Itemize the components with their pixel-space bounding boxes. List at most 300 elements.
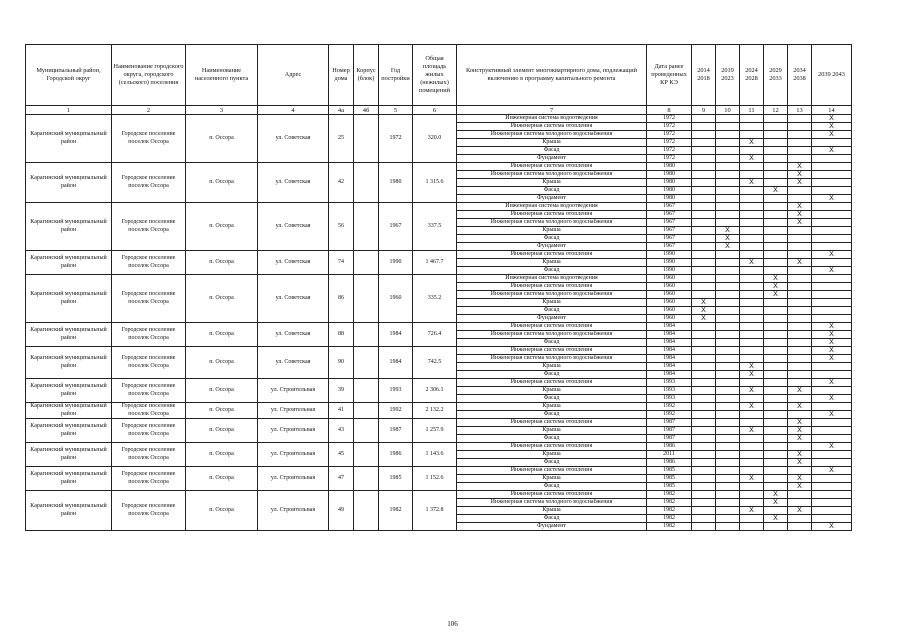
- element-cell: Инженерная система холодного водоснабжения: [457, 355, 647, 363]
- locality-cell: п. Оссора: [186, 467, 258, 491]
- element-cell: Крыша: [457, 451, 647, 459]
- period-mark-cell: [692, 147, 716, 155]
- prior-repair-date-cell: 1992: [647, 403, 692, 411]
- block-cell: [354, 163, 379, 203]
- period-mark-cell: [764, 123, 788, 131]
- period-mark-cell: X: [812, 355, 852, 363]
- period-mark-cell: [716, 451, 740, 459]
- period-mark-cell: [716, 523, 740, 531]
- period-mark-cell: X: [740, 371, 764, 379]
- period-mark-cell: [716, 203, 740, 211]
- block-cell: [354, 275, 379, 323]
- year-cell: 1986: [379, 443, 413, 467]
- period-mark-cell: [692, 443, 716, 451]
- col-header-period-2: 2019 2023: [716, 45, 740, 106]
- element-cell: Крыша: [457, 427, 647, 435]
- period-mark-cell: [716, 347, 740, 355]
- house-number-cell: 49: [329, 491, 354, 531]
- period-mark-cell: X: [764, 499, 788, 507]
- period-mark-cell: [788, 131, 812, 139]
- element-cell: Фасад: [457, 459, 647, 467]
- prior-repair-date-cell: 1967: [647, 243, 692, 251]
- period-mark-cell: X: [788, 459, 812, 467]
- period-mark-cell: [692, 155, 716, 163]
- house-number-cell: 39: [329, 379, 354, 403]
- period-mark-cell: [716, 435, 740, 443]
- period-mark-cell: [692, 467, 716, 475]
- period-mark-cell: X: [788, 259, 812, 267]
- year-cell: 1967: [379, 203, 413, 251]
- period-mark-cell: [740, 435, 764, 443]
- page-number: 106: [447, 620, 458, 628]
- address-cell: ул. Советская: [258, 275, 329, 323]
- col-number: 9: [692, 106, 716, 115]
- period-mark-cell: [812, 139, 852, 147]
- period-mark-cell: X: [788, 435, 812, 443]
- period-mark-cell: [692, 171, 716, 179]
- block-cell: [354, 251, 379, 275]
- period-mark-cell: [740, 211, 764, 219]
- prior-repair-date-cell: 1987: [647, 419, 692, 427]
- period-mark-cell: [740, 123, 764, 131]
- period-mark-cell: X: [812, 323, 852, 331]
- area-cell: 1 152.6: [413, 467, 457, 491]
- period-mark-cell: [812, 299, 852, 307]
- period-mark-cell: [764, 299, 788, 307]
- area-cell: 1 467.7: [413, 251, 457, 275]
- element-cell: Инженерная система отопления: [457, 323, 647, 331]
- element-cell: Фундамент: [457, 243, 647, 251]
- period-mark-cell: [764, 315, 788, 323]
- period-mark-cell: [716, 371, 740, 379]
- period-mark-cell: [740, 219, 764, 227]
- element-cell: Инженерная система отопления: [457, 251, 647, 259]
- period-mark-cell: [740, 115, 764, 123]
- block-cell: [354, 347, 379, 379]
- period-mark-cell: [692, 347, 716, 355]
- period-mark-cell: [788, 363, 812, 371]
- col-header-house-number: Номер дома: [329, 45, 354, 106]
- year-cell: 1984: [379, 323, 413, 347]
- district-cell: Карагинский муниципальный район: [26, 403, 112, 419]
- period-mark-cell: X: [812, 331, 852, 339]
- prior-repair-date-cell: 1993: [647, 387, 692, 395]
- period-mark-cell: [788, 467, 812, 475]
- year-cell: 1992: [379, 403, 413, 419]
- period-mark-cell: [812, 243, 852, 251]
- period-mark-cell: [764, 211, 788, 219]
- col-number: 13: [788, 106, 812, 115]
- period-mark-cell: X: [812, 379, 852, 387]
- element-cell: Инженерная система отопления: [457, 443, 647, 451]
- prior-repair-date-cell: 1993: [647, 395, 692, 403]
- period-mark-cell: [692, 515, 716, 523]
- year-cell: 1984: [379, 347, 413, 379]
- period-mark-cell: [740, 515, 764, 523]
- period-mark-cell: [740, 267, 764, 275]
- prior-repair-date-cell: 1985: [647, 483, 692, 491]
- prior-repair-date-cell: 1993: [647, 379, 692, 387]
- prior-repair-date-cell: 1986: [647, 443, 692, 451]
- prior-repair-date-cell: 1972: [647, 139, 692, 147]
- house-number-cell: 47: [329, 467, 354, 491]
- col-header-period-5: 2034 2038: [788, 45, 812, 106]
- period-mark-cell: [764, 411, 788, 419]
- address-cell: ул. Советская: [258, 163, 329, 203]
- period-mark-cell: [740, 251, 764, 259]
- period-mark-cell: [716, 219, 740, 227]
- period-mark-cell: X: [692, 307, 716, 315]
- settlement-cell: Городское поселение поселок Оссора: [112, 347, 186, 379]
- district-cell: Карагинский муниципальный район: [26, 443, 112, 467]
- col-header-period-3: 2024 2028: [740, 45, 764, 106]
- element-cell: Инженерная система отопления: [457, 347, 647, 355]
- period-mark-cell: [692, 411, 716, 419]
- period-mark-cell: [812, 291, 852, 299]
- element-cell: Крыша: [457, 387, 647, 395]
- element-cell: Фасад: [457, 307, 647, 315]
- period-mark-cell: [692, 403, 716, 411]
- period-mark-cell: X: [764, 283, 788, 291]
- locality-cell: п. Оссора: [186, 347, 258, 379]
- period-mark-cell: [692, 187, 716, 195]
- period-mark-cell: [692, 267, 716, 275]
- year-cell: 1987: [379, 419, 413, 443]
- prior-repair-date-cell: 1960: [647, 291, 692, 299]
- prior-repair-date-cell: 1982: [647, 515, 692, 523]
- prior-repair-date-cell: 2011: [647, 451, 692, 459]
- element-cell: Инженерная система холодного водоснабжения: [457, 219, 647, 227]
- address-cell: ул. Строительная: [258, 443, 329, 467]
- period-mark-cell: [740, 347, 764, 355]
- period-mark-cell: [764, 179, 788, 187]
- period-mark-cell: [692, 339, 716, 347]
- period-mark-cell: [716, 275, 740, 283]
- period-mark-cell: [812, 219, 852, 227]
- period-mark-cell: [764, 355, 788, 363]
- period-mark-cell: [788, 267, 812, 275]
- period-mark-cell: X: [812, 395, 852, 403]
- period-mark-cell: [740, 491, 764, 499]
- prior-repair-date-cell: 1984: [647, 371, 692, 379]
- period-mark-cell: [740, 147, 764, 155]
- table-row: [26, 419, 852, 427]
- period-mark-cell: [788, 331, 812, 339]
- settlement-cell: Городское поселение поселок Оссора: [112, 115, 186, 163]
- district-cell: Карагинский муниципальный район: [26, 275, 112, 323]
- area-cell: 2 132.2: [413, 403, 457, 419]
- period-mark-cell: X: [812, 347, 852, 355]
- col-header-settlement: Наименование городского округа, городского (сельского) поселения: [112, 45, 186, 106]
- period-mark-cell: [812, 507, 852, 515]
- locality-cell: п. Оссора: [186, 275, 258, 323]
- house-number-cell: 88: [329, 323, 354, 347]
- col-header-period-4: 2029 2033: [764, 45, 788, 106]
- house-number-cell: 43: [329, 419, 354, 443]
- prior-repair-date-cell: 1990: [647, 267, 692, 275]
- locality-cell: п. Оссора: [186, 419, 258, 443]
- period-mark-cell: [764, 459, 788, 467]
- period-mark-cell: [764, 203, 788, 211]
- period-mark-cell: [716, 163, 740, 171]
- prior-repair-date-cell: 1960: [647, 283, 692, 291]
- prior-repair-date-cell: 1980: [647, 171, 692, 179]
- period-mark-cell: [716, 331, 740, 339]
- table-row: [26, 275, 852, 283]
- period-mark-cell: [716, 403, 740, 411]
- element-cell: Фундамент: [457, 315, 647, 323]
- address-cell: ул. Строительная: [258, 379, 329, 403]
- element-cell: Инженерная система отопления: [457, 163, 647, 171]
- period-mark-cell: [740, 243, 764, 251]
- period-mark-cell: [740, 419, 764, 427]
- district-cell: Карагинский муниципальный район: [26, 203, 112, 251]
- element-cell: Инженерная система отопления: [457, 419, 647, 427]
- year-cell: 1982: [379, 491, 413, 531]
- period-mark-cell: [716, 427, 740, 435]
- period-mark-cell: [788, 523, 812, 531]
- period-mark-cell: [764, 435, 788, 443]
- period-mark-cell: [716, 155, 740, 163]
- period-mark-cell: [788, 139, 812, 147]
- period-mark-cell: [740, 171, 764, 179]
- period-mark-cell: [740, 459, 764, 467]
- year-cell: 1990: [379, 251, 413, 275]
- period-mark-cell: [788, 443, 812, 451]
- district-cell: Карагинский муниципальный район: [26, 163, 112, 203]
- period-mark-cell: [764, 267, 788, 275]
- area-cell: 335.2: [413, 275, 457, 323]
- address-cell: ул. Советская: [258, 203, 329, 251]
- period-mark-cell: [692, 243, 716, 251]
- period-mark-cell: [812, 155, 852, 163]
- locality-cell: п. Оссора: [186, 443, 258, 467]
- area-cell: 337.5: [413, 203, 457, 251]
- period-mark-cell: X: [788, 475, 812, 483]
- element-cell: Крыша: [457, 507, 647, 515]
- period-mark-cell: [788, 147, 812, 155]
- period-mark-cell: [716, 411, 740, 419]
- period-mark-cell: [788, 307, 812, 315]
- period-mark-cell: [716, 147, 740, 155]
- prior-repair-date-cell: 1984: [647, 323, 692, 331]
- period-mark-cell: X: [740, 179, 764, 187]
- locality-cell: п. Оссора: [186, 379, 258, 403]
- settlement-cell: Городское поселение поселок Оссора: [112, 275, 186, 323]
- house-number-cell: 56: [329, 203, 354, 251]
- settlement-cell: Городское поселение поселок Оссора: [112, 203, 186, 251]
- prior-repair-date-cell: 1967: [647, 203, 692, 211]
- period-mark-cell: [788, 275, 812, 283]
- prior-repair-date-cell: 1982: [647, 499, 692, 507]
- locality-cell: п. Оссора: [186, 115, 258, 163]
- area-cell: 320.0: [413, 115, 457, 163]
- period-mark-cell: [812, 211, 852, 219]
- col-number: 3: [186, 106, 258, 115]
- period-mark-cell: [788, 323, 812, 331]
- period-mark-cell: [692, 283, 716, 291]
- period-mark-cell: [692, 499, 716, 507]
- period-mark-cell: X: [788, 203, 812, 211]
- period-mark-cell: [716, 387, 740, 395]
- period-mark-cell: [788, 315, 812, 323]
- element-cell: Фасад: [457, 515, 647, 523]
- period-mark-cell: [788, 499, 812, 507]
- period-mark-cell: [692, 419, 716, 427]
- element-cell: Инженерная система отопления: [457, 491, 647, 499]
- col-number: 8: [647, 106, 692, 115]
- year-cell: 1993: [379, 379, 413, 403]
- prior-repair-date-cell: 1967: [647, 211, 692, 219]
- period-mark-cell: [788, 235, 812, 243]
- period-mark-cell: [716, 131, 740, 139]
- period-mark-cell: X: [692, 315, 716, 323]
- period-mark-cell: [692, 163, 716, 171]
- period-mark-cell: X: [788, 211, 812, 219]
- block-cell: [354, 443, 379, 467]
- prior-repair-date-cell: 1982: [647, 491, 692, 499]
- prior-repair-date-cell: 1987: [647, 427, 692, 435]
- period-mark-cell: X: [812, 251, 852, 259]
- element-cell: Фасад: [457, 483, 647, 491]
- period-mark-cell: X: [764, 291, 788, 299]
- period-mark-cell: [692, 395, 716, 403]
- col-number: 4б: [354, 106, 379, 115]
- col-number: 7: [457, 106, 647, 115]
- table-body: [26, 115, 852, 531]
- table-row: [26, 379, 852, 387]
- period-mark-cell: X: [812, 267, 852, 275]
- table-row: [26, 251, 852, 259]
- period-mark-cell: [692, 291, 716, 299]
- period-mark-cell: [716, 171, 740, 179]
- prior-repair-date-cell: 1972: [647, 147, 692, 155]
- col-header-year: Год постройки: [379, 45, 413, 106]
- period-mark-cell: [764, 115, 788, 123]
- period-mark-cell: X: [764, 275, 788, 283]
- period-mark-cell: X: [788, 507, 812, 515]
- period-mark-cell: X: [740, 475, 764, 483]
- area-cell: 726.4: [413, 323, 457, 347]
- block-cell: [354, 403, 379, 419]
- period-mark-cell: [764, 403, 788, 411]
- period-mark-cell: [788, 291, 812, 299]
- address-cell: ул. Советская: [258, 115, 329, 163]
- period-mark-cell: [788, 155, 812, 163]
- table-row: [26, 115, 852, 123]
- period-mark-cell: [740, 499, 764, 507]
- col-number: 14: [812, 106, 852, 115]
- settlement-cell: Городское поселение поселок Оссора: [112, 251, 186, 275]
- period-mark-cell: [764, 467, 788, 475]
- period-mark-cell: [764, 395, 788, 403]
- address-cell: ул. Советская: [258, 347, 329, 379]
- prior-repair-date-cell: 1960: [647, 299, 692, 307]
- period-mark-cell: [812, 515, 852, 523]
- period-mark-cell: [812, 451, 852, 459]
- element-cell: Фасад: [457, 411, 647, 419]
- period-mark-cell: [740, 355, 764, 363]
- col-header-area: Общая площадь жилых (нежилых) помещений: [413, 45, 457, 106]
- period-mark-cell: [740, 203, 764, 211]
- element-cell: Инженерная система отопления: [457, 467, 647, 475]
- district-cell: Карагинский муниципальный район: [26, 491, 112, 531]
- period-mark-cell: [740, 331, 764, 339]
- element-cell: Инженерная система отопления: [457, 283, 647, 291]
- period-mark-cell: [716, 251, 740, 259]
- period-mark-cell: [764, 331, 788, 339]
- district-cell: Карагинский муниципальный район: [26, 379, 112, 403]
- address-cell: ул. Строительная: [258, 403, 329, 419]
- house-number-cell: 25: [329, 115, 354, 163]
- period-mark-cell: [764, 195, 788, 203]
- col-header-block: Корпус (блок): [354, 45, 379, 106]
- prior-repair-date-cell: 1960: [647, 275, 692, 283]
- period-mark-cell: [764, 475, 788, 483]
- period-mark-cell: [764, 507, 788, 515]
- period-mark-cell: [764, 451, 788, 459]
- period-mark-cell: [692, 331, 716, 339]
- period-mark-cell: [788, 251, 812, 259]
- period-mark-cell: [788, 347, 812, 355]
- col-header-period-1: 2014 2018: [692, 45, 716, 106]
- period-mark-cell: [716, 315, 740, 323]
- address-cell: ул. Строительная: [258, 419, 329, 443]
- period-mark-cell: [716, 291, 740, 299]
- col-number: 1: [26, 106, 112, 115]
- period-mark-cell: [764, 443, 788, 451]
- col-number: 11: [740, 106, 764, 115]
- period-mark-cell: [716, 267, 740, 275]
- period-mark-cell: [764, 347, 788, 355]
- element-cell: Фасад: [457, 339, 647, 347]
- element-cell: Инженерная система водоотведения: [457, 275, 647, 283]
- period-mark-cell: [764, 363, 788, 371]
- year-cell: 1972: [379, 115, 413, 163]
- period-mark-cell: [764, 483, 788, 491]
- table-row: [26, 467, 852, 475]
- prior-repair-date-cell: 1984: [647, 339, 692, 347]
- element-cell: Инженерная система холодного водоснабжения: [457, 131, 647, 139]
- col-header-district: Муниципальный район, Городской округ: [26, 45, 112, 106]
- period-mark-cell: [692, 131, 716, 139]
- element-cell: Крыша: [457, 139, 647, 147]
- period-mark-cell: [692, 459, 716, 467]
- block-cell: [354, 419, 379, 443]
- house-number-cell: 90: [329, 347, 354, 379]
- period-mark-cell: X: [788, 483, 812, 491]
- table-row: [26, 203, 852, 211]
- period-mark-cell: [692, 219, 716, 227]
- period-mark-cell: X: [812, 411, 852, 419]
- prior-repair-date-cell: 1987: [647, 435, 692, 443]
- locality-cell: п. Оссора: [186, 163, 258, 203]
- period-mark-cell: [812, 307, 852, 315]
- period-mark-cell: [716, 491, 740, 499]
- period-mark-cell: [812, 315, 852, 323]
- table-row: [26, 323, 852, 331]
- district-cell: Карагинский муниципальный район: [26, 115, 112, 163]
- house-number-cell: 86: [329, 275, 354, 323]
- prior-repair-date-cell: 1990: [647, 259, 692, 267]
- period-mark-cell: [812, 499, 852, 507]
- period-mark-cell: [788, 395, 812, 403]
- period-mark-cell: [692, 379, 716, 387]
- period-mark-cell: [764, 155, 788, 163]
- prior-repair-date-cell: 1984: [647, 355, 692, 363]
- period-mark-cell: [692, 227, 716, 235]
- period-mark-cell: X: [788, 387, 812, 395]
